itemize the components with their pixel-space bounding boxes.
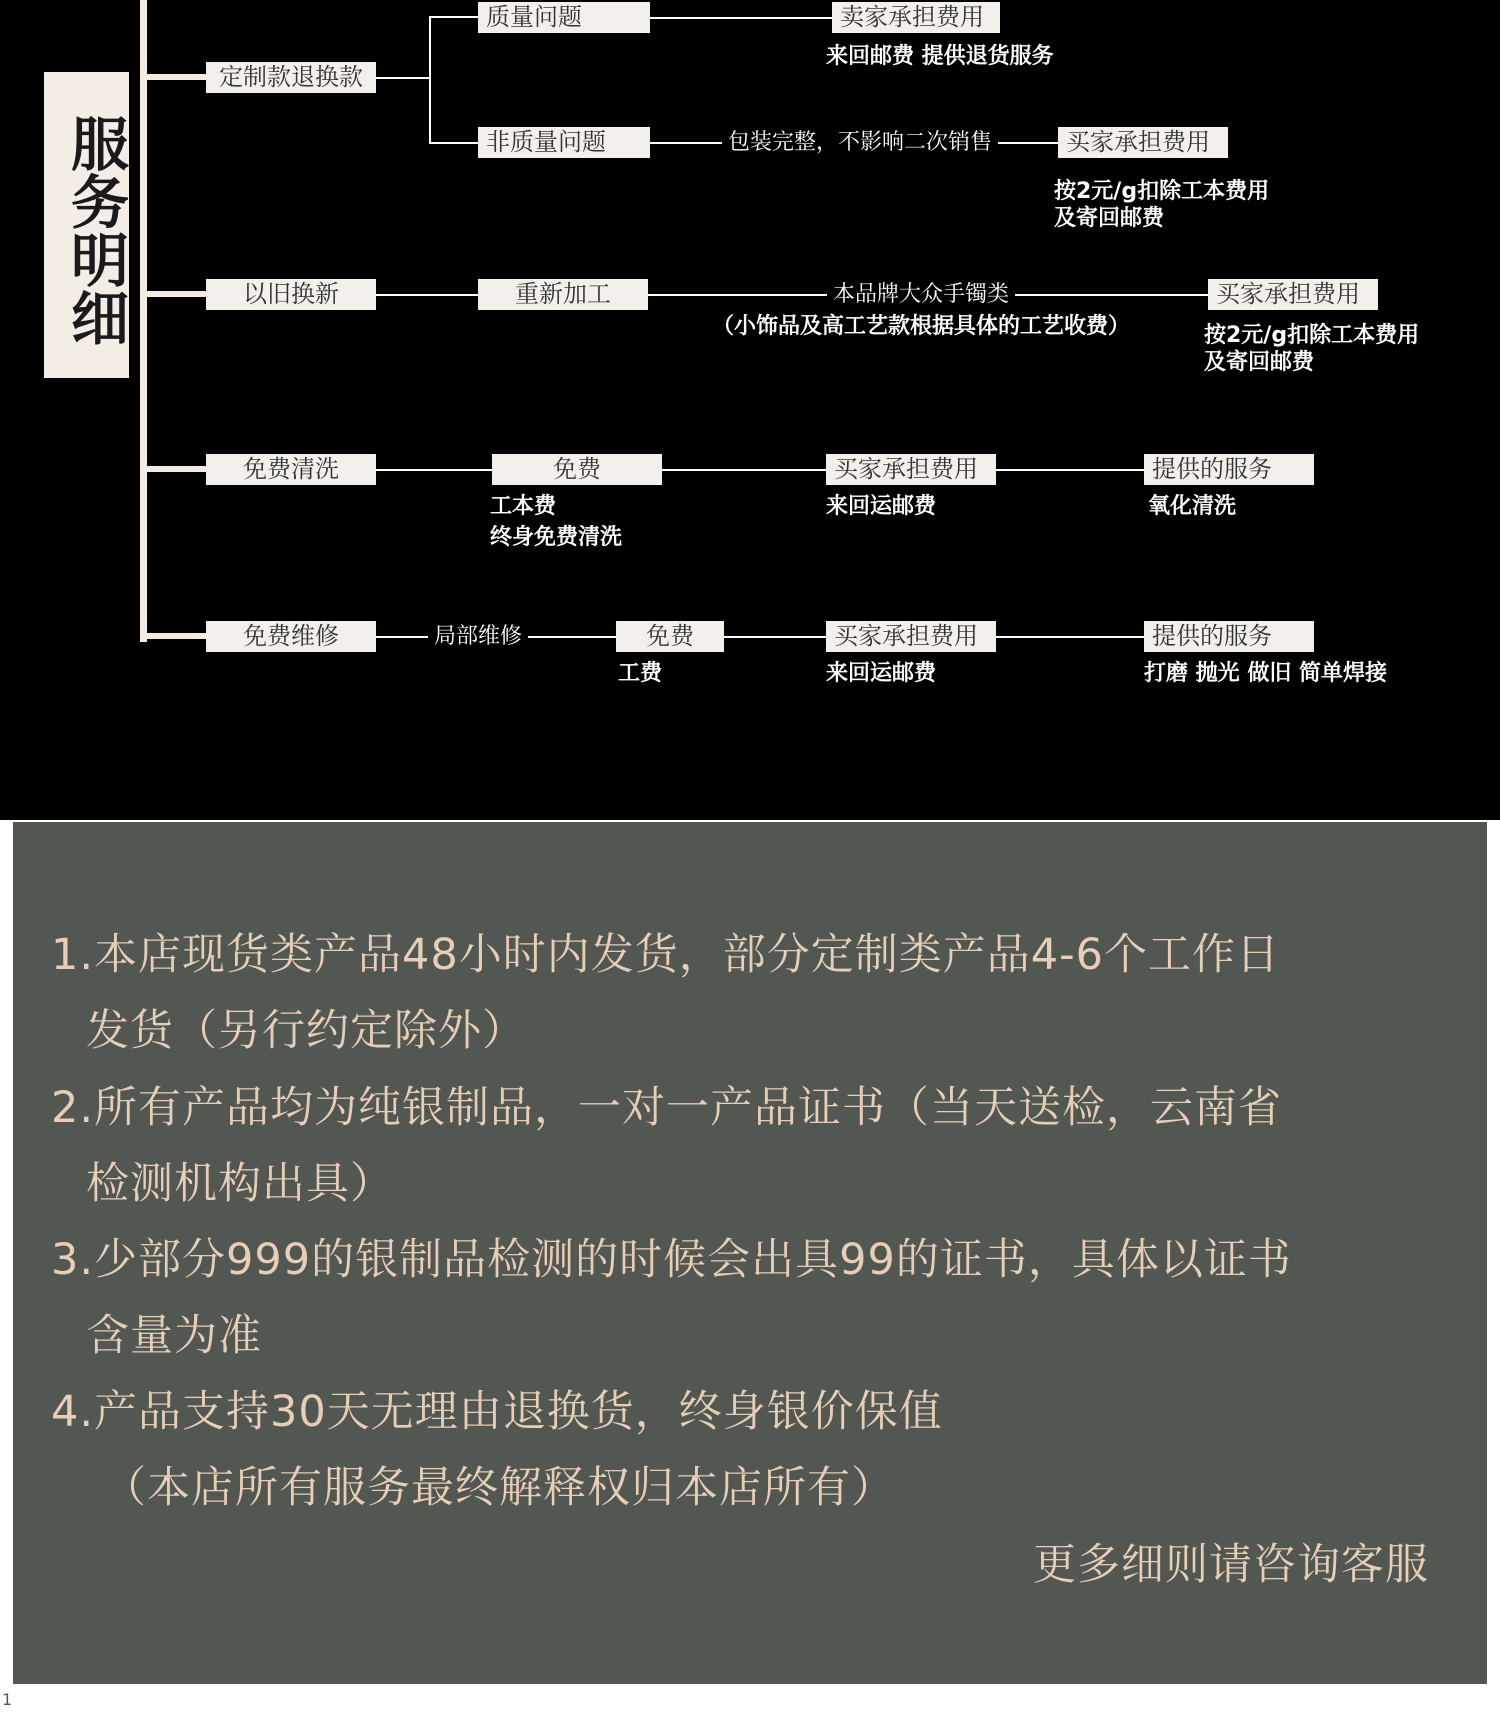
payer-buyer: 买家承担费用 <box>826 621 996 652</box>
service-provided: 提供的服务 <box>1144 621 1314 652</box>
branch-line <box>140 291 206 297</box>
fee-note-line1: 按2元/g扣除工本费用 <box>1054 179 1270 204</box>
payer-buyer: 买家承担费用 <box>1208 279 1378 310</box>
note-2-line2: 检测机构出具） <box>86 1159 394 1209</box>
connector-line <box>376 469 492 471</box>
fee-note-line2: 及寄回邮费 <box>1204 350 1315 375</box>
connector-line <box>376 77 430 79</box>
note-4-line1: 4.产品支持30天无理由退换货，终身银价保值 <box>51 1387 943 1437</box>
service-note: 打磨 抛光 做旧 简单焊接 <box>1144 661 1387 686</box>
note-2-line1: 2.所有产品均为纯银制品，一对一产品证书（当天送检，云南省 <box>51 1083 1283 1133</box>
service-provided: 提供的服务 <box>1144 454 1314 485</box>
payer-seller: 卖家承担费用 <box>832 2 1000 33</box>
connector-line <box>724 636 826 638</box>
scope-label: 局部维修 <box>428 622 528 651</box>
process-reprocess: 重新加工 <box>478 279 648 310</box>
free-note-line2: 终身免费清洗 <box>490 525 623 550</box>
note-3-line2: 含量为准 <box>86 1311 262 1361</box>
connector-line <box>996 636 1144 638</box>
notes-panel <box>13 822 1487 1684</box>
free-box: 免费 <box>616 621 724 652</box>
branch-line <box>140 466 206 472</box>
scope-note: （小饰品及高工艺款根据具体的工艺收费） <box>712 314 1131 339</box>
connector-line <box>429 142 478 144</box>
category-free-cleaning: 免费清洗 <box>206 454 376 485</box>
connector-line <box>650 17 832 19</box>
free-box: 免费 <box>492 454 662 485</box>
note-1-line2: 发货（另行约定除外） <box>86 1006 526 1056</box>
page-number: 1 <box>2 1690 13 1709</box>
connector-line <box>996 469 1144 471</box>
note-3-line1: 3.少部分999的银制品检测的时候会出具99的证书，具体以证书 <box>51 1235 1292 1285</box>
service-note: 氧化清洗 <box>1148 494 1237 519</box>
service-diagram <box>0 0 1500 820</box>
category-trade-in: 以旧换新 <box>206 279 376 310</box>
payer-note: 来回运邮费 <box>826 661 937 686</box>
category-custom-return: 定制款退换款 <box>206 62 376 93</box>
condition-label: 包装完整，不影响二次销售 <box>722 128 998 157</box>
free-note: 工费 <box>618 661 663 686</box>
payer-buyer: 买家承担费用 <box>1058 127 1228 158</box>
contact-note: 更多细则请咨询客服 <box>1033 1540 1429 1590</box>
fee-note-line2: 及寄回邮费 <box>1054 206 1165 231</box>
note-round-trip-return: 来回邮费 提供退货服务 <box>826 44 1054 69</box>
connector-line <box>376 294 478 296</box>
branch-line <box>140 74 206 80</box>
option-quality-issue: 质量问题 <box>478 2 650 33</box>
option-non-quality-issue: 非质量问题 <box>478 127 650 158</box>
diagram-title: 服务明细 <box>61 114 129 346</box>
payer-note: 来回运邮费 <box>826 494 937 519</box>
free-note-line1: 工本费 <box>490 494 557 519</box>
connector-line <box>429 16 478 18</box>
payer-buyer: 买家承担费用 <box>826 454 996 485</box>
connector-line <box>429 16 431 144</box>
note-1-line1: 1.本店现货类产品48小时内发货，部分定制类产品4-6个工作日 <box>51 930 1280 980</box>
trunk-line <box>140 0 147 642</box>
category-free-repair: 免费维修 <box>206 621 376 652</box>
title-box <box>44 72 129 378</box>
scope-label: 本品牌大众手镯类 <box>827 280 1015 309</box>
fee-note-line1: 按2元/g扣除工本费用 <box>1204 323 1420 348</box>
connector-line <box>662 469 826 471</box>
branch-line <box>140 633 206 639</box>
disclaimer: （本店所有服务最终解释权归本店所有） <box>103 1463 895 1513</box>
